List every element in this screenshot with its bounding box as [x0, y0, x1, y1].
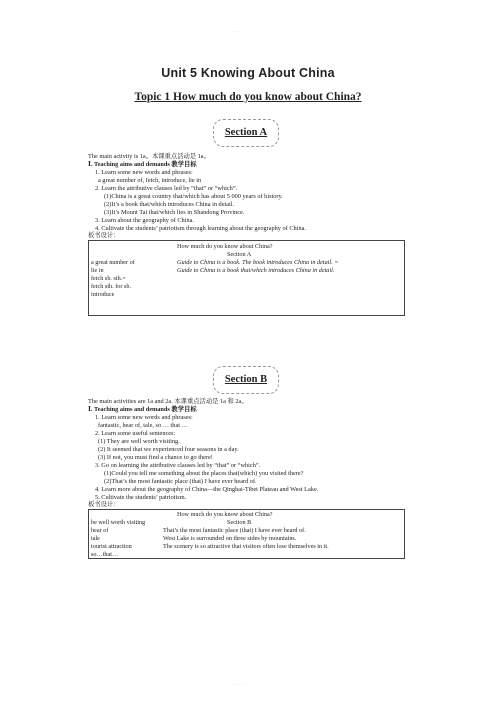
topic-title: Topic 1 How much do you know about China?: [134, 91, 362, 103]
board-left-item: introduce: [91, 291, 115, 298]
section-a-main-activity: The main activity is 1a。本课重点活动是 1a。: [88, 153, 210, 160]
section-b-item: 1. Learn some new words and phrases:: [95, 414, 193, 421]
board-left-item: fetch sb. sth.=: [91, 275, 126, 282]
section-a-board-label: 板书设计：: [88, 232, 120, 239]
board-sentence: Guide to China is a book that/which introduces China in detail.: [177, 267, 335, 274]
board-title: How much do you know about China?: [177, 243, 273, 250]
unit-title: Unit 5 Knowing About China: [161, 66, 335, 80]
section-a-heading: Section A: [213, 119, 279, 147]
board-left-item: so…that…: [91, 551, 119, 558]
section-b-main-activity: The main activities are 1a and 2a. 本课重点活动是 1a 和 2a。: [88, 398, 248, 405]
board-sentence: West Lake is surrounded on three sides by mountains.: [163, 535, 297, 542]
section-a-item: (1)China is a great country that/which has about 5 000 years of history.: [104, 193, 283, 200]
page-footer-mark: · · · · ·: [232, 683, 246, 688]
section-b-item: (2) It seemed that we experienced four seasons in a day.: [98, 446, 239, 453]
board-sentence: Guide to China is a book. The book introduces China in detail. =: [177, 259, 339, 266]
section-b-item: (3) If not, you must find a chance to go there!: [98, 454, 213, 461]
board-left-item: hear of: [91, 527, 109, 534]
section-b-item: (1)Could you tell me something about the places that(which) you visited there?: [104, 470, 304, 477]
board-left-item: lie in: [91, 267, 104, 274]
section-b-heading: Section B: [213, 366, 279, 394]
board-sentence: That’s the most fantastic place (that) I have ever heard of.: [163, 527, 306, 534]
board-left-item: tourist attraction: [91, 543, 132, 550]
section-b-item: (1) They are well worth visiting.: [98, 438, 180, 445]
section-a-item: a great number of, fetch, introduce, lie in: [98, 177, 202, 184]
section-b-item: 4. Learn more about the geography of China—the Qinghai-Tibet Plateau and West Lake.: [95, 486, 319, 493]
section-b-item: (2)That’s the most fantastic place (that) I have ever heard of.: [104, 478, 257, 485]
board-section: Section B: [227, 519, 252, 526]
section-b-item: 3. Go on learning the attributive clauses led by “that” or “which”.: [95, 462, 261, 469]
board-left-item: be well worth visiting: [91, 519, 146, 526]
section-b-aims-title: Ⅰ. Teaching aims and demands 教学目标: [88, 406, 197, 413]
section-a-item: 1. Learn some new words and phrases:: [95, 169, 193, 176]
board-sentence: The scenery is so attractive that visitors often lose themselves in it.: [163, 543, 329, 550]
board-left-item: a great number of: [91, 259, 135, 266]
page-header-mark: · · · · ·: [230, 30, 244, 35]
board-left-item: fetch sth. for sb.: [91, 283, 132, 290]
board-left-item: tale: [91, 535, 100, 542]
section-a-item: 3. Learn about the geography of China.: [95, 217, 194, 224]
board-section: Section A: [227, 251, 252, 258]
section-a-board: [88, 240, 405, 316]
section-b-item: fantastic, hear of, tale, so … that …: [98, 422, 188, 429]
section-b-board-label: 板书设计：: [88, 501, 120, 508]
section-a-aims-title: Ⅰ. Teaching aims and demands 教学目标: [88, 161, 197, 168]
section-a-item: (3)It’s Mount Tai that/which lies in Shandong Province.: [104, 209, 245, 216]
board-title: How much do you know about China?: [177, 511, 273, 518]
section-b-item: 5. Cultivate the students’ patriotism.: [95, 494, 187, 501]
section-a-item: 2. Learn the attributive clauses led by “that” or “which”.: [95, 185, 238, 192]
section-b-board: [88, 509, 405, 559]
section-b-item: 2. Learn some useful sentences:: [95, 430, 176, 437]
section-a-item: 4. Cultivate the students’ patriotism through learning about the geography of China.: [95, 225, 306, 232]
section-a-item: (2)It’s a book that/which introduces China in detail.: [104, 201, 235, 208]
